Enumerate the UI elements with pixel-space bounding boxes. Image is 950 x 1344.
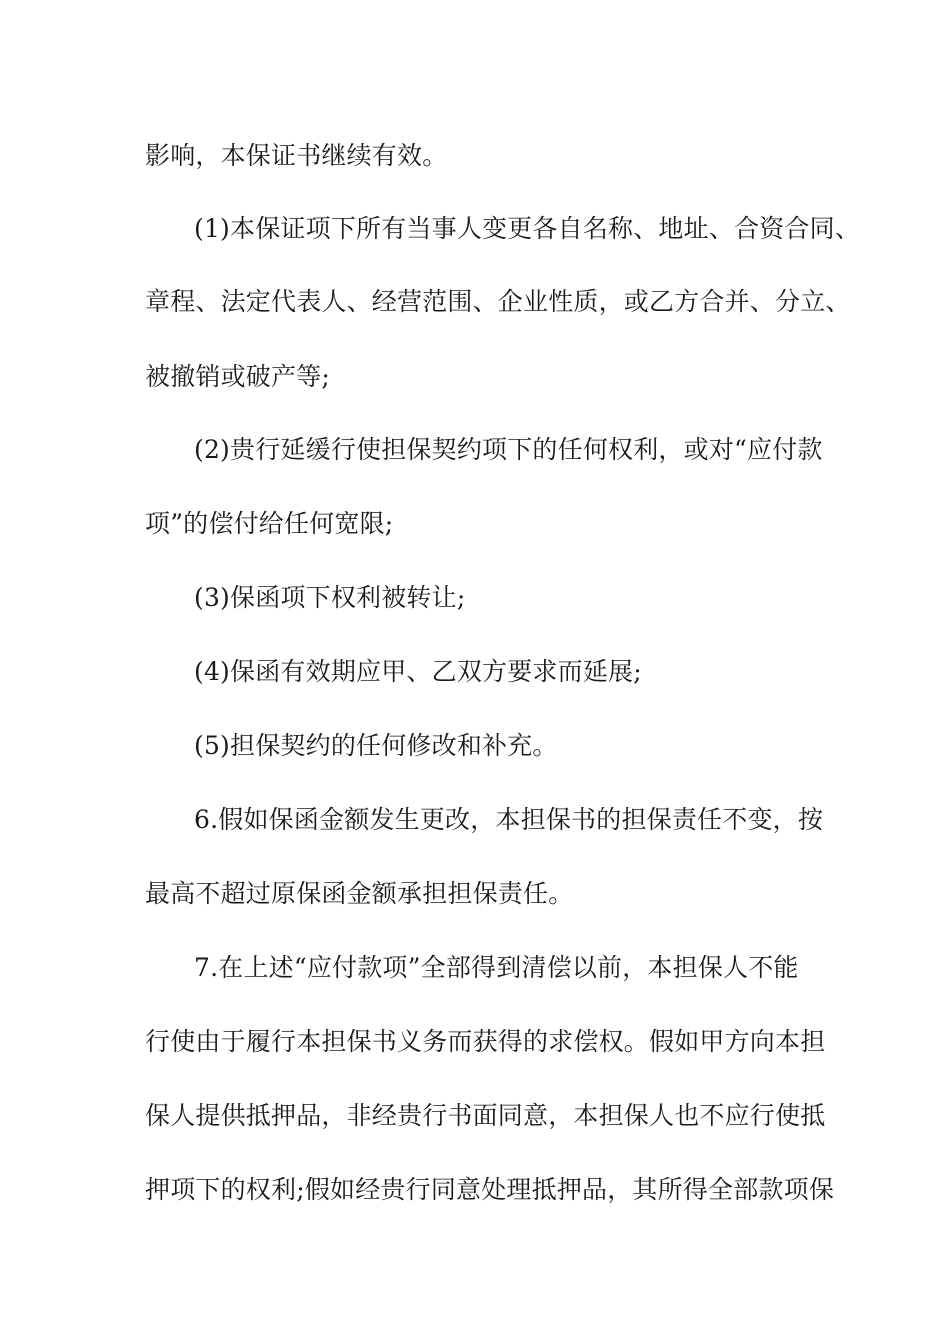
text-line-12: 7.在上述“应付款项”全部得到清偿以前，本担保人不能 xyxy=(194,953,799,982)
text-line-9: (5)担保契约的任何修改和补充。 xyxy=(194,731,558,760)
text-line-1: 影响，本保证书继续有效。 xyxy=(145,141,448,170)
text-line-3: 章程、法定代表人、经营范围、企业性质，或乙方合并、分立、 xyxy=(145,287,851,316)
text-line-4: 被撤销或破产等; xyxy=(145,362,331,391)
text-line-13: 行使由于履行本担保书义务而获得的求偿权。假如甲方向本担 xyxy=(145,1027,826,1056)
text-line-7: (3)保函项下权利被转让; xyxy=(194,583,466,612)
text-line-10: 6.假如保函金额发生更改，本担保书的担保责任不变，按 xyxy=(194,805,824,834)
text-line-8: (4)保函有效期应甲、乙双方要求而延展; xyxy=(194,657,642,686)
text-line-6: 项”的偿付给任何宽限; xyxy=(145,509,394,538)
text-line-15: 押项下的权利;假如经贵行同意处理抵押品，其所得全部款项保 xyxy=(145,1175,835,1204)
text-line-2: (1)本保证项下所有当事人变更各自名称、地址、合资合同、 xyxy=(194,214,861,243)
text-line-5: (2)贵行延缓行使担保契约项下的任何权利，或对“应付款 xyxy=(194,435,823,464)
text-line-14: 保人提供抵押品，非经贵行书面同意，本担保人也不应行使抵 xyxy=(145,1101,826,1130)
text-line-11: 最高不超过原保函金额承担担保责任。 xyxy=(145,879,574,908)
